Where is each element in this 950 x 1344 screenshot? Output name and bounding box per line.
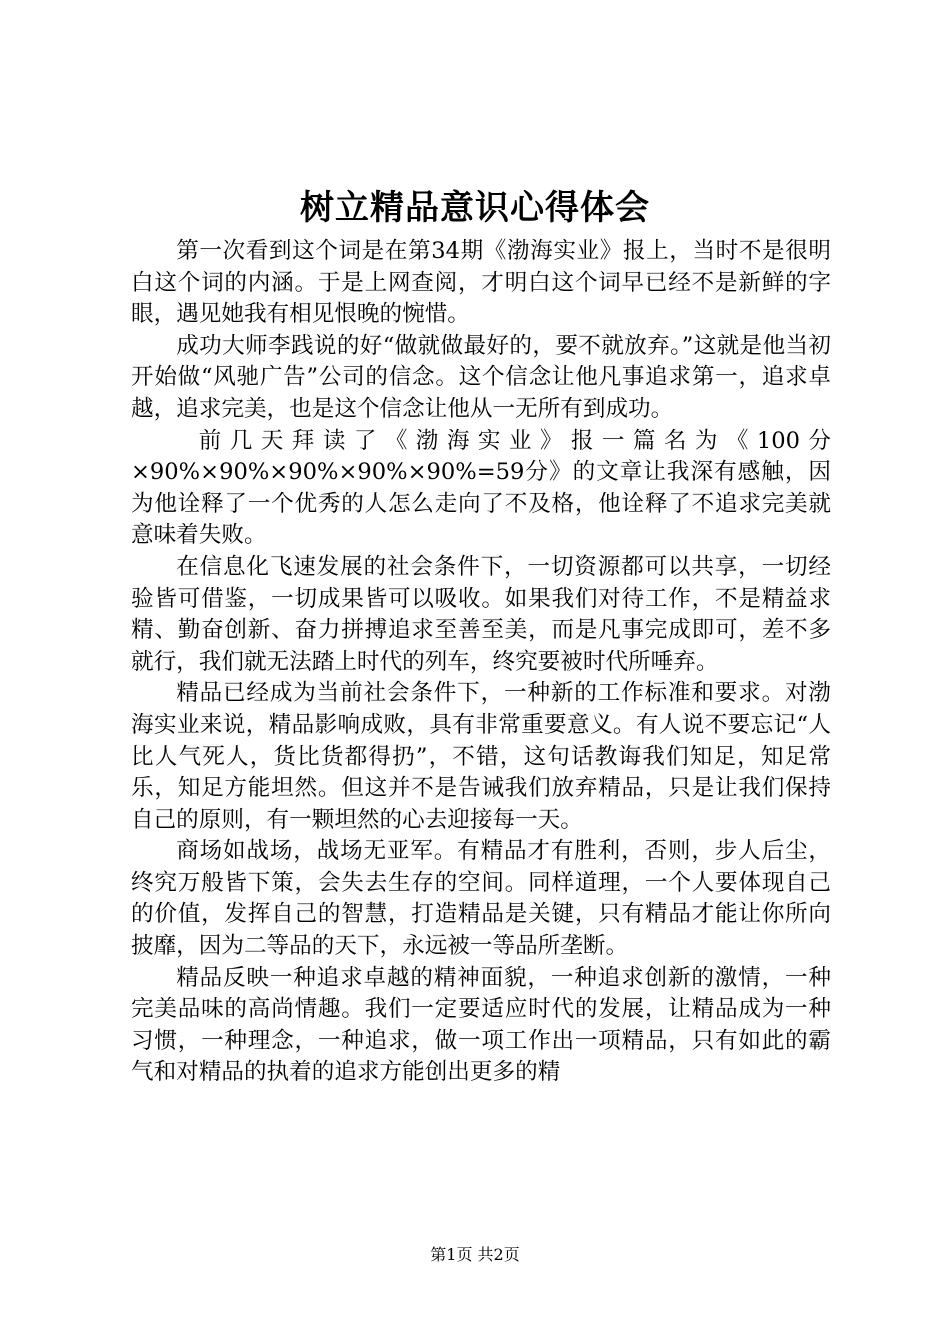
paragraph: 在信息化飞速发展的社会条件下，一切资源都可以共享，一切经验皆可借鉴，一切成果皆可以吸收。如果我们对待工作，不是精益求精、勤奋创新、奋力拼搏追求至善至美，而是凡事完成即可，差不多就行，我们就无法踏上时代的列车，终究要被时代所唾弃。 bbox=[131, 553, 831, 675]
paragraph: 成功大师李践说的好“做就做最好的，要不就放弃。”这就是他当初开始做“风驰广告”公司的信念。这个信念让他凡事追求第一，追求卓越，追求完美，也是这个信念让他从一无所有到成功。 bbox=[131, 332, 831, 422]
document-body bbox=[131, 236, 831, 1089]
paragraph: 商场如战场，战场无亚军。有精品才有胜利，否则，步人后尘，终究万般皆下策，会失去生存的空间。同样道理，一个人要体现自己的价值，发挥自己的智慧，打造精品是关键，只有精品才能让你所向披靡，因为二等品的天下，永远被一等品所垄断。 bbox=[131, 838, 831, 960]
document-title: 树立精品意识心得体会 bbox=[300, 188, 650, 228]
paragraph: 精品反映一种追求卓越的精神面貌，一种追求创新的激情，一种完美品味的高尚情趣。我们一定要适应时代的发展，让精品成为一种习惯，一种理念，一种追求，做一项工作出一项精品，只有如此的霸气和对精品的执着的追求方能创出更多的精 bbox=[131, 964, 831, 1086]
paragraph: 前几天拜读了《渤海实业》报一篇名为《100分×90%×90%×90%×90%×90%=59分》的文章让我深有感触，因为他诠释了一个优秀的人怎么走向了不及格，他诠释了不追求完美就意味着失败。 bbox=[131, 427, 831, 549]
page-footer: 第1页 共2页 bbox=[430, 1245, 520, 1264]
paragraph: 第一次看到这个词是在第34期《渤海实业》报上，当时不是很明白这个词的内涵。于是上网查阅，才明白这个词早已经不是新鲜的字眼，遇见她我有相见恨晚的惋惜。 bbox=[131, 238, 831, 328]
paragraph: 精品已经成为当前社会条件下，一种新的工作标准和要求。对渤海实业来说，精品影响成败，具有非常重要意义。有人说不要忘记“人比人气死人，货比货都得扔”，不错，这句话教诲我们知足，知足常乐，知足方能坦然。但这并不是告诫我们放弃精品，只是让我们保持自己的原则，有一颗坦然的心去迎接每一天。 bbox=[131, 680, 831, 833]
